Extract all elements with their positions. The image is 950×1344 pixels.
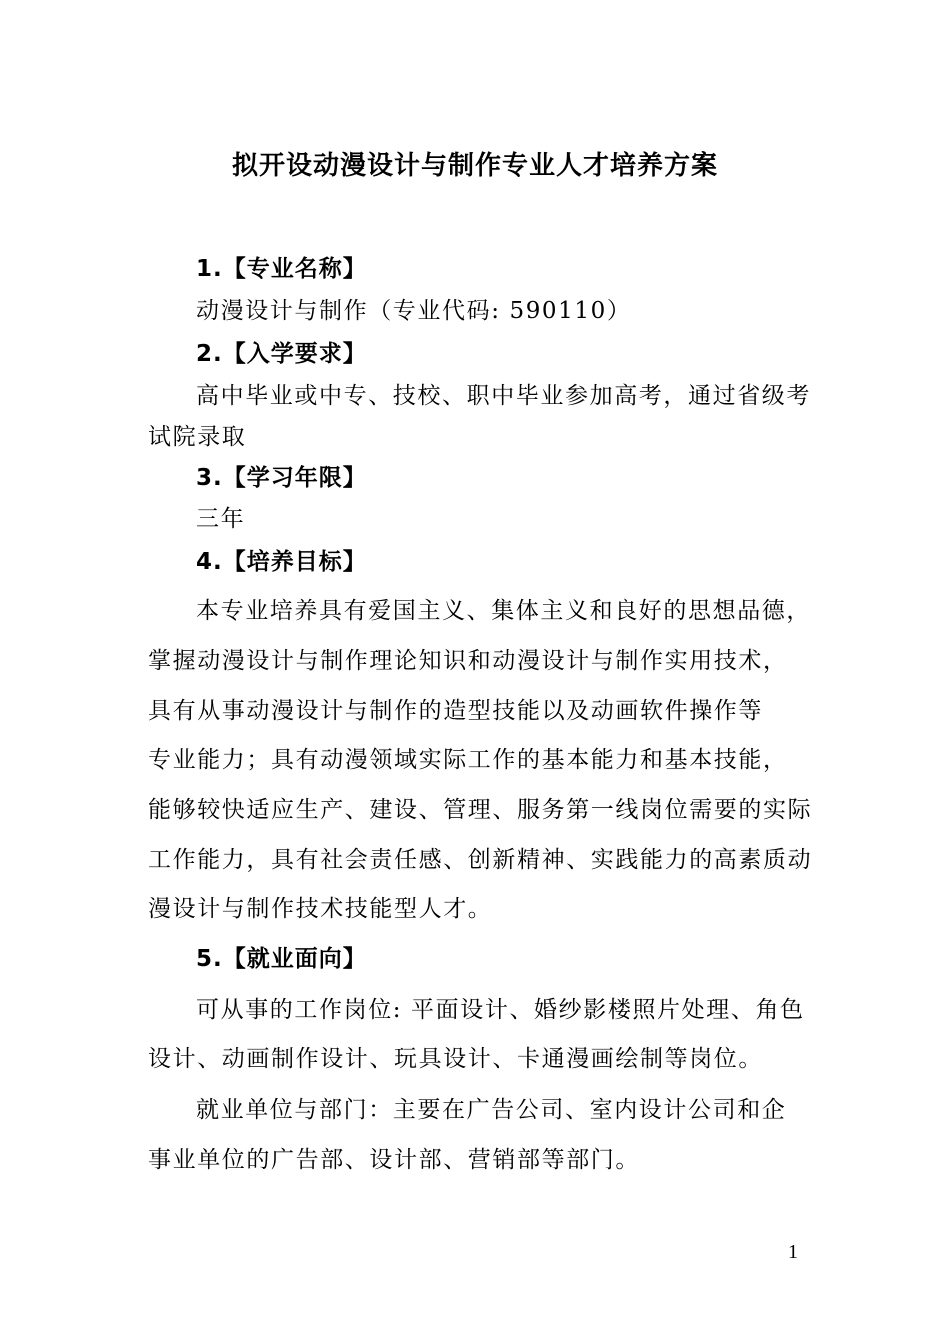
section-heading-duration: 3.【学习年限】 xyxy=(196,465,367,491)
paragraph-line: 可从事的工作岗位: 平面设计、婚纱影楼照片处理、角色 xyxy=(196,997,805,1023)
page-number: 1 xyxy=(788,1241,798,1263)
paragraph-line: 能够较快适应生产、建设、管理、服务第一线岗位需要的实际 xyxy=(148,797,813,823)
paragraph-line: 具有从事动漫设计与制作的造型技能以及动画软件操作等 xyxy=(148,698,763,724)
paragraph-line: 高中毕业或中专、技校、职中毕业参加高考，通过省级考 xyxy=(196,383,811,409)
paragraph-line: 专业能力；具有动漫领域实际工作的基本能力和基本技能， xyxy=(148,747,788,773)
paragraph-line: 掌握动漫设计与制作理论知识和动漫设计与制作实用技术， xyxy=(148,648,788,674)
paragraph-line: 就业单位与部门：主要在广告公司、室内设计公司和企 xyxy=(196,1097,787,1123)
section-heading-name: 1.【专业名称】 xyxy=(196,256,367,282)
paragraph-line: 设计、动画制作设计、玩具设计、卡通漫画绘制等岗位。 xyxy=(148,1046,763,1072)
paragraph-line: 动漫设计与制作（专业代码: 590110） xyxy=(196,298,632,324)
paragraph-line: 三年 xyxy=(196,506,246,532)
paragraph-line: 试院录取 xyxy=(148,424,247,450)
section-heading-employment: 5.【就业面向】 xyxy=(196,946,367,972)
paragraph-line: 本专业培养具有爱国主义、集体主义和良好的思想品德， xyxy=(196,598,811,624)
document-title: 拟开设动漫设计与制作专业人才培养方案 xyxy=(231,151,718,181)
paragraph-line: 漫设计与制作技术技能型人才。 xyxy=(148,896,493,922)
section-heading-admission: 2.【入学要求】 xyxy=(196,341,367,367)
section-heading-goals: 4.【培养目标】 xyxy=(196,549,367,575)
paragraph-line: 工作能力，具有社会责任感、创新精神、实践能力的高素质动 xyxy=(148,847,813,873)
paragraph-line: 事业单位的广告部、设计部、营销部等部门。 xyxy=(148,1147,640,1173)
